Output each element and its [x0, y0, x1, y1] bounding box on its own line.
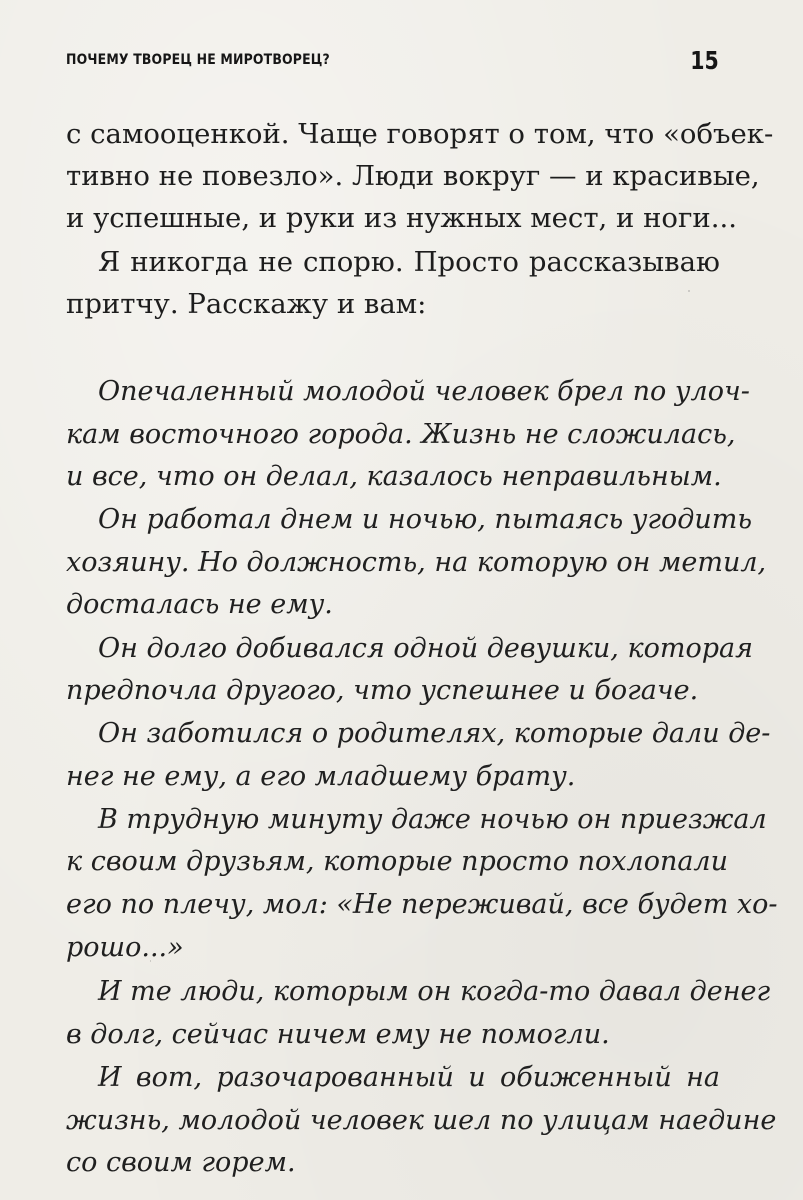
parable-line: со своим горем. — [66, 1147, 296, 1178]
parable-line: хозяину. Но должность, на которую он метил, — [66, 547, 767, 578]
parable-line: предпочла другого, что успешнее и богаче. — [66, 675, 699, 706]
page-number: 15 — [690, 46, 719, 75]
parable-line: жизнь, молодой человек шел по улицам наедине — [66, 1105, 777, 1136]
parable-line: его по плечу, мол: «Не переживай, все будет хо- — [66, 889, 778, 920]
parable-line: Он работал днем и ночью, пытаясь угодить — [98, 504, 753, 535]
parable-line: рошо...» — [66, 932, 184, 963]
paper-speck — [150, 960, 151, 962]
parable-line: И те люди, которым он когда-то давал денег — [98, 976, 771, 1007]
parable-line: нег не ему, а его младшему брату. — [66, 761, 576, 792]
parable-line: к своим друзьям, которые просто похлопали — [66, 846, 729, 877]
parable-line: досталась не ему. — [66, 589, 333, 620]
parable-line: В трудную минуту даже ночью он приезжал — [98, 804, 767, 835]
text-line: с самооценкой. Чаще говорят о том, что «объек- — [66, 118, 774, 150]
text-line: притчу. Расскажу и вам: — [66, 288, 427, 320]
parable-line: в долг, сейчас ничем ему не помогли. — [66, 1019, 610, 1050]
paper-speck — [688, 290, 690, 292]
text-line: тивно не повезло». Люди вокруг — и красивые, — [66, 160, 760, 192]
page-header — [66, 46, 719, 76]
paper-speck — [412, 640, 414, 641]
text-line: и успешные, и руки из нужных мест, и ноги... — [66, 202, 737, 234]
parable-line: и все, что он делал, казалось неправильным. — [66, 461, 722, 492]
parable-line: Опечаленный молодой человек брел по улоч- — [98, 376, 750, 407]
parable-line: Он заботился о родителях, которые дали де- — [98, 718, 771, 749]
parable-line: кам восточного города. Жизнь не сложилась, — [66, 419, 736, 450]
parable-line: Он долго добивался одной девушки, которая — [98, 633, 753, 664]
text-line: Я никогда не спорю. Просто рассказываю — [98, 246, 720, 278]
parable-line: И вот, разочарованный и обиженный на — [98, 1062, 720, 1093]
running-title: ПОЧЕМУ ТВОРЕЦ НЕ МИРОТВОРЕЦ? — [66, 52, 330, 68]
